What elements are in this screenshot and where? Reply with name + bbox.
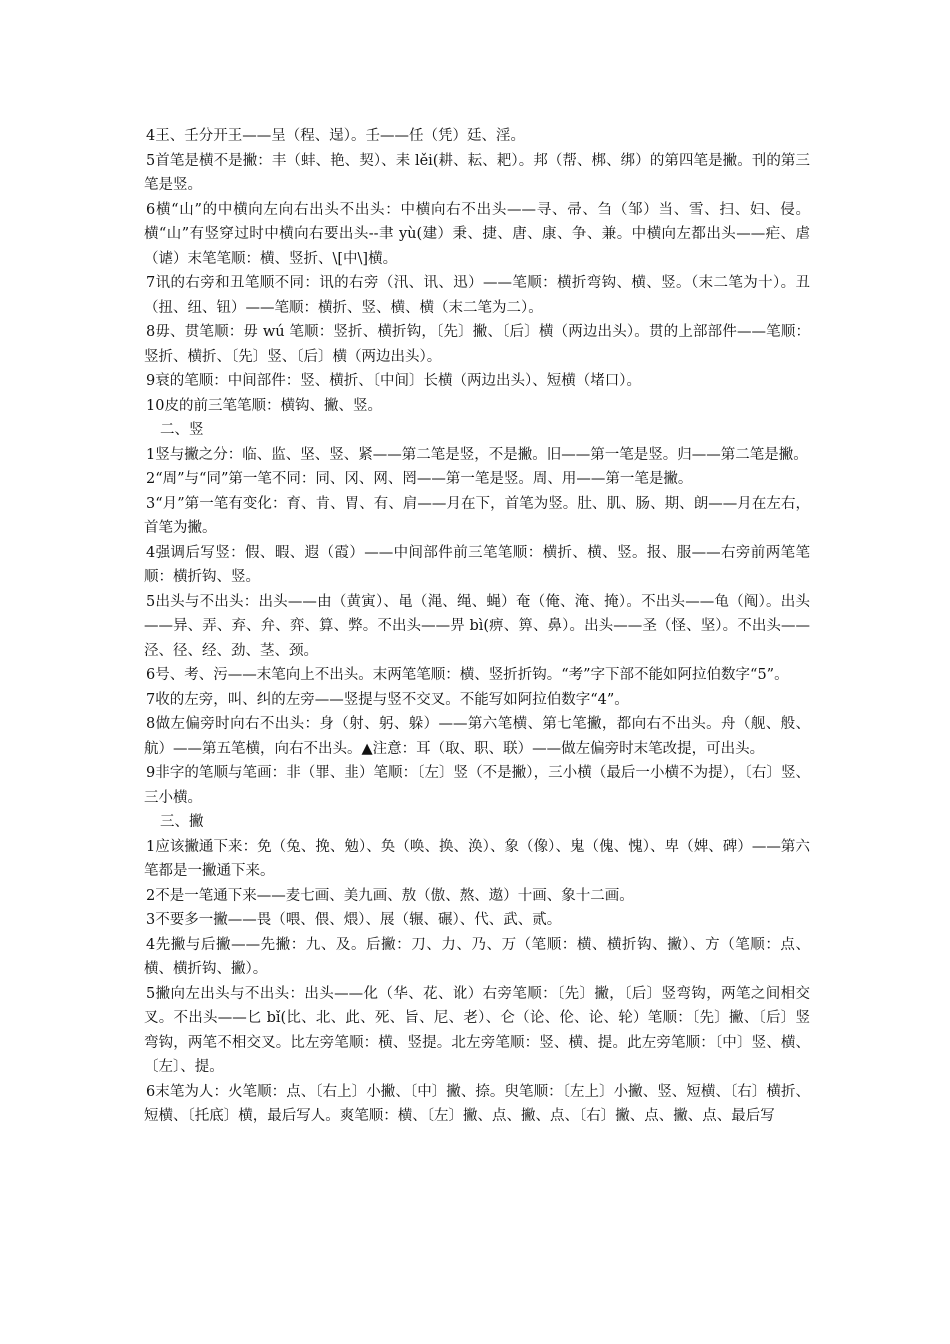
paragraph-item: 6末笔为人：火笔顺：点、〔右上〕小撇、〔中〕撇、捺。臾笔顺：〔左上〕小撇、竖、短横、〔右〕横折、短横、〔托底〕横，最后写人。爽笔顺：横、〔左〕撇、点、撇、点、〔右〕撇、点、撇、点、最后写 bbox=[144, 1083, 810, 1124]
section-heading: 二、竖 bbox=[160, 422, 204, 438]
paragraph-item: 1应该撇通下来：免（兔、挽、勉）、奂（唤、换、涣）、象（像）、鬼（傀、愧）、卑（婢、碑）——第六笔都是一撇通下来。 bbox=[144, 838, 810, 879]
paragraph-item: 6号、考、污——末笔向上不出头。末两笔笔顺：横、竖折折钩。“考”字下部不能如阿拉伯数字“5”。 bbox=[146, 667, 789, 683]
paragraph-item: 2“周”与“同”第一笔不同：同、冈、网、罔——第一笔是竖。周、用——第一笔是撇。 bbox=[146, 471, 693, 487]
paragraph-item: 4王、壬分开王——呈（程、逞）。壬——任（凭）廷、淫。 bbox=[146, 128, 525, 144]
paragraph-item: 6横“山”的中横向左向右出头不出头：中横向右不出头——寻、帚、刍（邹）当、雪、扫、妇、侵。横“山”有竖穿过时中横向右要出头--聿 yù(建）秉、捷、唐、康、争、兼。中横向左都出头——疟、虐（谑）末笔笔顺：横、竖折、\[中\]横。 bbox=[144, 201, 810, 267]
paragraph-item: 5撇向左出头与不出头：出头——化（华、花、讹）右旁笔顺：〔先〕撇，〔后〕竖弯钩，两笔之间相交叉。不出头——匕 bǐ(比、北、此、死、旨、尼、老）、仑（论、伦、论、轮）笔顺：〔先〕撇、〔后〕竖弯钩，两笔不相交叉。比左旁笔顺：横、竖提。北左旁笔顺：竖、横、提。此左旁笔顺：〔中〕竖、横、〔左〕、提。 bbox=[144, 985, 810, 1075]
paragraph-item: 7讯的右旁和丑笔顺不同：讯的右旁（汛、讯、迅）——笔顺：横折弯钩、横、竖。（末二笔为十）。丑（扭、纽、钮）——笔顺：横折、竖、横、横（末二笔为二）。 bbox=[144, 275, 810, 316]
paragraph-item: 8毋、贯笔顺：毋 wú 笔顺：竖折、横折钩，〔先〕撇、〔后〕横（两边出头）。贯的上部部件——笔顺：竖折、横折、〔先〕竖、〔后〕横（两边出头）。 bbox=[144, 324, 810, 365]
paragraph-item: 8做左偏旁时向右不出头：身（射、躬、躲）——第六笔横、第七笔撇，都向右不出头。舟（舰、般、航）——第五笔横，向右不出头。▲注意：耳（取、职、联）——做左偏旁时末笔改提，可出头。 bbox=[144, 716, 810, 757]
paragraph-item: 9衰的笔顺：中间部件：竖、横折、〔中间〕长横（两边出头）、短横（堵口）。 bbox=[146, 373, 641, 389]
document-body bbox=[144, 124, 810, 1129]
paragraph-item: 3“月”第一笔有变化：育、肯、胃、有、肩——月在下，首笔为竖。肚、肌、肠、期、朗——月在左右，首笔为撇。 bbox=[144, 495, 810, 536]
paragraph-item: 5出头与不出头：出头——由（黄寅）、黾（渑、绳、蝇）奄（俺、淹、掩）。不出头——龟（阄）。出头——异、弄、弃、弁、弈、算、弊。不出头——畀 bì(痹、箅、鼻）。出头——圣（怪、坚）。不出头——泾、径、经、劲、茎、颈。 bbox=[144, 593, 810, 659]
paragraph-item: 7收的左旁，叫、纠的左旁——竖提与竖不交叉。不能写如阿拉伯数字“4”。 bbox=[146, 691, 629, 708]
paragraph-item: 3不要多一撇——畏（喂、偎、煨）、展（辗、碾）、代、武、贰。 bbox=[146, 912, 562, 928]
paragraph-item: 1竖与撇之分：临、监、坚、竖、紧——第二笔是竖，不是撇。旧——第一笔是竖。归——第二笔是撇。 bbox=[146, 446, 808, 463]
paragraph-item: 9非字的笔顺与笔画：非（罪、韭）笔顺：〔左〕竖（不是撇），三小横（最后一小横不为提），〔右〕竖、三小横。 bbox=[144, 765, 810, 806]
paragraph-item: 4先撇与后撇——先撇：九、及。后撇：刀、力、乃、万（笔顺：横、横折钩、撇）、方（笔顺：点、横、横折钩、撇）。 bbox=[144, 936, 810, 977]
paragraph-item: 10皮的前三笔笔顺：横钩、撇、竖。 bbox=[146, 397, 382, 414]
paragraph-item: 2不是一笔通下来——麦七画、美九画、敖（傲、熬、遨）十画、象十二画。 bbox=[146, 887, 634, 904]
section-heading: 三、撇 bbox=[160, 814, 204, 830]
paragraph-item: 5首笔是横不是撇：丰（蚌、艳、契）、耒 lěi(耕、耘、耙）。邦（帮、梆、绑）的第四笔是撇。刊的第三笔是竖。 bbox=[144, 152, 810, 193]
paragraph-item: 4强调后写竖：假、暇、遐（霞）——中间部件前三笔笔顺：横折、横、竖。报、服——右旁前两笔笔顺：横折钩、竖。 bbox=[144, 544, 810, 585]
